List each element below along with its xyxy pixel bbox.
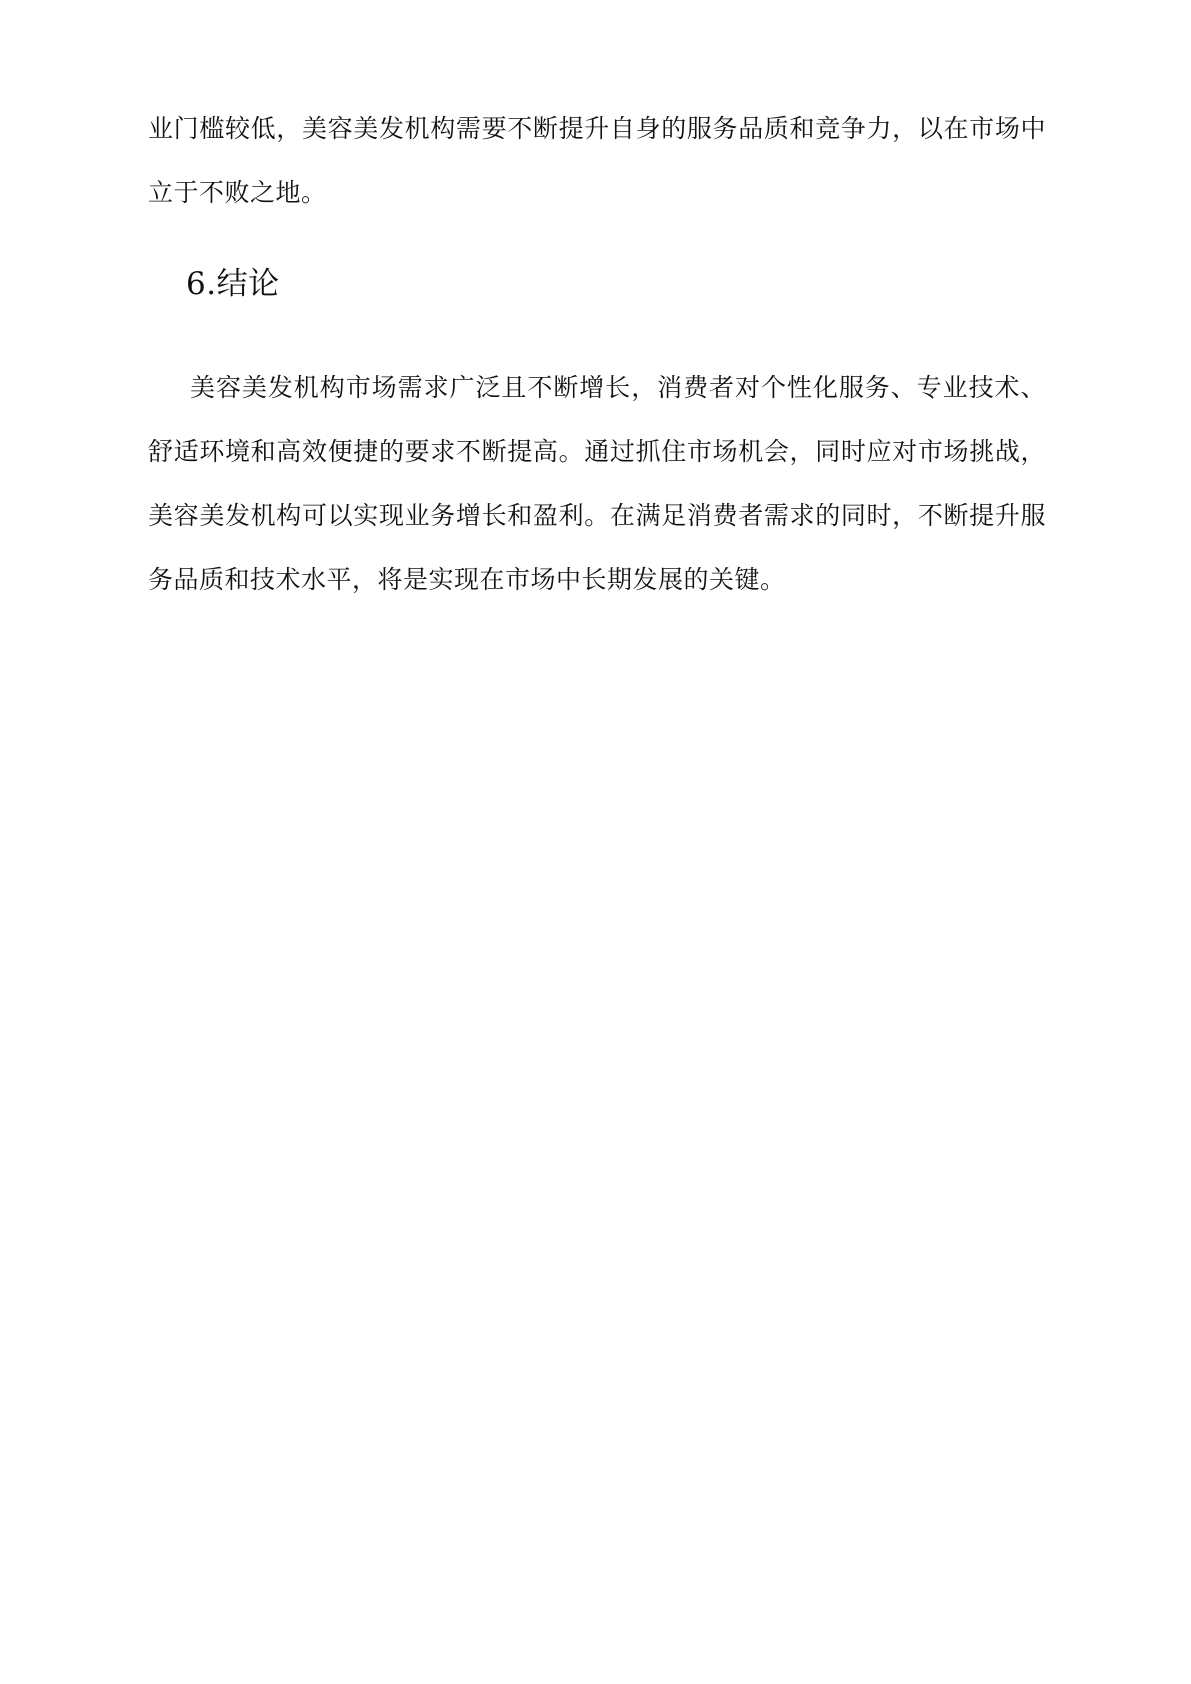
continued-paragraph: 业门槛较低，美容美发机构需要不断提升自身的服务品质和竞争力，以在市场中立于不败之地。 [148,114,1046,207]
conclusion-paragraph: 美容美发机构市场需求广泛且不断增长，消费者对个性化服务、专业技术、舒适环境和高效便捷的要求不断提高。通过抓住市场机会，同时应对市场挑战，美容美发机构可以实现业务增长和盈利。在满足消费者需求的同时，不断提升服务品质和技术水平，将是实现在市场中长期发展的关键。 [148,373,1046,594]
section-heading: 6.结论 [186,266,280,302]
